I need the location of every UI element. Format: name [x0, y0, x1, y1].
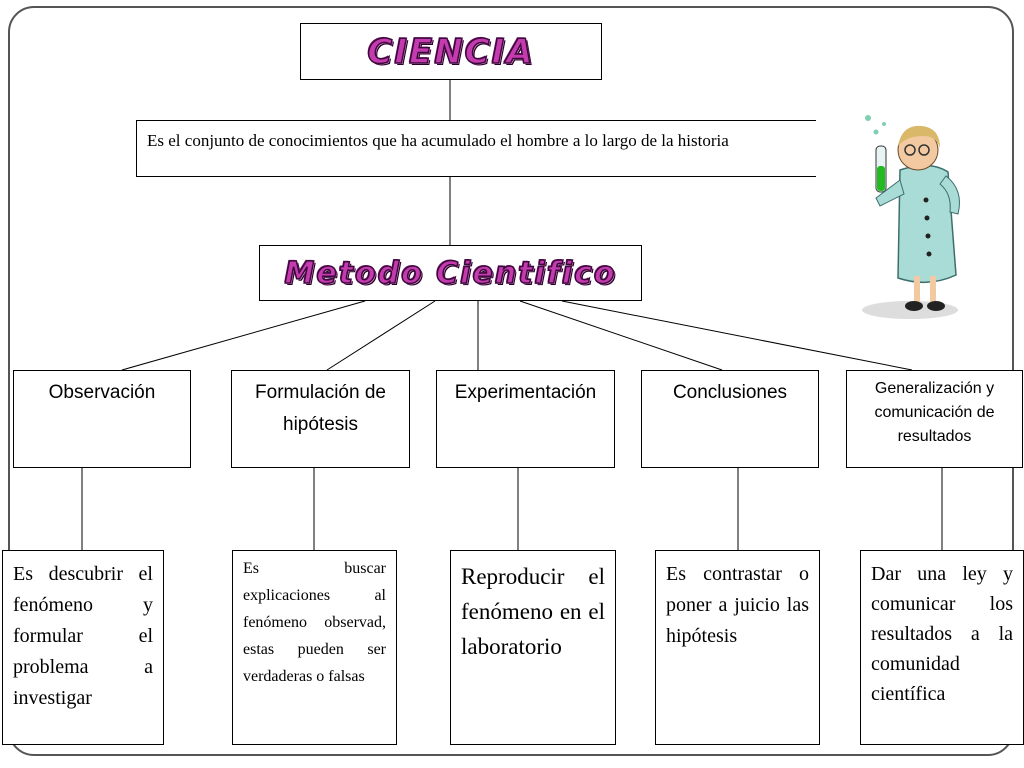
- description-conclusiones: [655, 550, 820, 745]
- step-label: Observación: [48, 382, 156, 403]
- method-box: [259, 245, 642, 301]
- scientist-icon: [840, 110, 980, 340]
- step-observacion: [13, 370, 191, 468]
- description-text: Es contrastar o poner a juicio las hipótesis: [666, 563, 809, 647]
- description-text: Es descubrir el fenómeno y formular el problema a investigar: [13, 563, 153, 709]
- description-text: Reproducir el fenómeno en el laboratorio: [461, 564, 605, 659]
- step-label: Generalización y comunicación de resultados: [874, 380, 995, 445]
- definition-text: Es el conjunto de conocimientos que ha acumulado el hombre a lo largo de la historia: [147, 131, 729, 150]
- step-label: Experimentación: [454, 382, 597, 403]
- title-box: [300, 23, 602, 80]
- step-conclusiones: [641, 370, 819, 468]
- step-experimentacion: [436, 370, 615, 468]
- step-label: Conclusiones: [672, 382, 788, 403]
- definition-box: [136, 120, 816, 177]
- description-experimentacion: [450, 550, 616, 745]
- step-label: Formulación de hipótesis: [255, 382, 386, 435]
- description-text: Dar una ley y comunicar los resultados a la comunidad científica: [871, 563, 1013, 705]
- description-generalizacion: [860, 550, 1024, 745]
- step-formulacion: [231, 370, 410, 468]
- title-ciencia: CIENCIA: [367, 31, 535, 72]
- description-text: Es buscar explicaciones al fenómeno observad, estas pueden ser verdaderas o falsas: [243, 560, 386, 685]
- description-observacion: [2, 550, 164, 745]
- step-generalizacion: [846, 370, 1023, 468]
- description-formulacion: [232, 550, 397, 745]
- method-title: Metodo Cientifico: [284, 255, 617, 291]
